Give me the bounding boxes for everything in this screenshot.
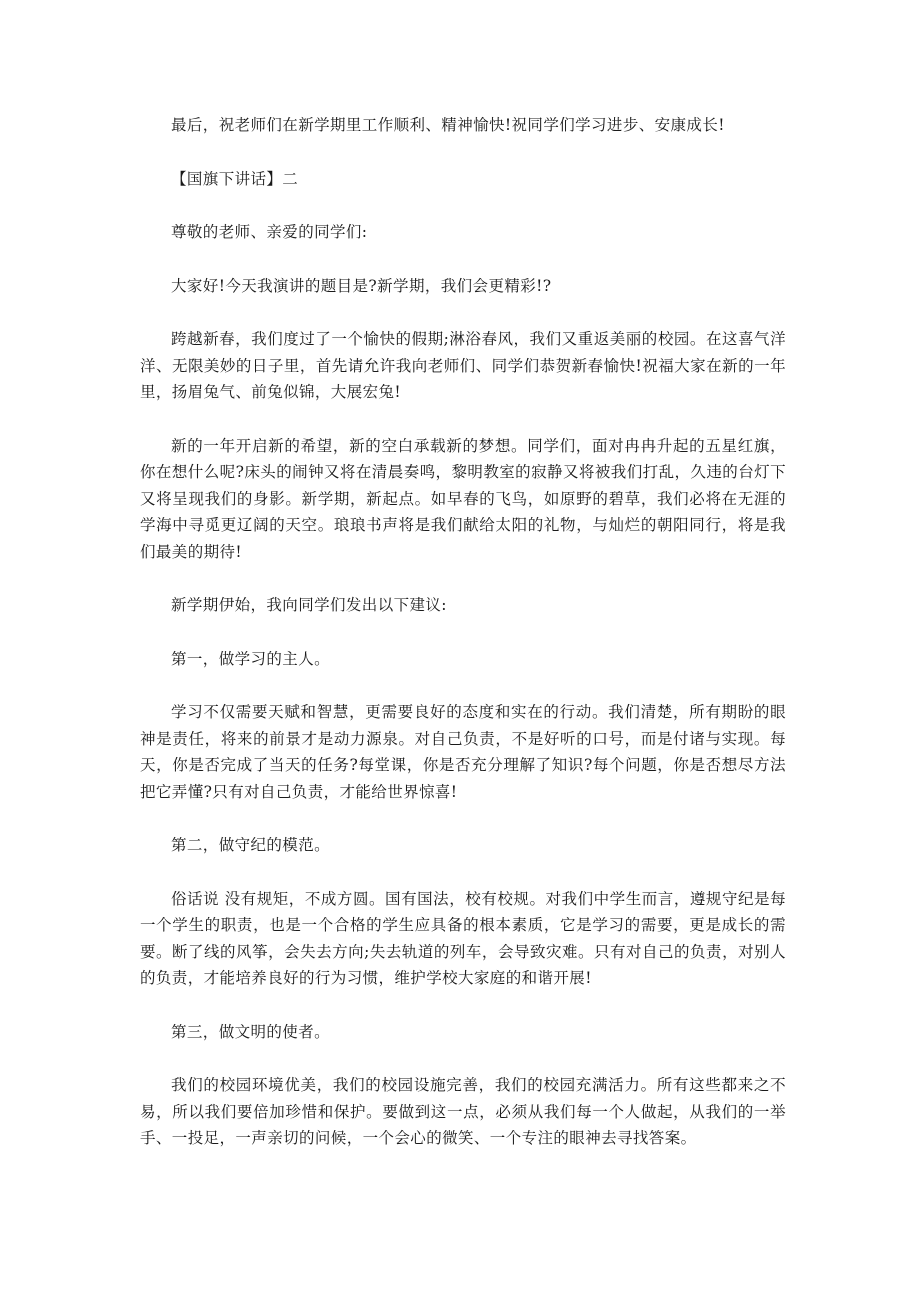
suggestion-three-body: 我们的校园环境优美，我们的校园设施完善，我们的校园充满活力。所有这些都来之不易，所以我们要倍加珍惜和保护。要做到这一点，必须从我们每一个人做起，从我们的一举手、一投足，一声亲切的问候，一个会心的微笑、一个专注的眼神去寻找答案。 [140, 1076, 786, 1147]
suggestion-two-heading: 第二，做守纪的模范。 [171, 836, 331, 854]
suggestion-two-body: 俗话说 没有规矩，不成方圆。国有国法，校有校规。对我们中学生而言，遵规守纪是每一个学生的职责，也是一个合格的学生应具备的根本素质，它是学习的需要，更是成长的需要。断了线的风筝，会失去方向;失去轨道的列车，会导致灾难。只有对自己的负责，对别人的负责，才能培养良好的行为习惯，维护学校大家庭的和谐开展! [140, 889, 786, 987]
suggestions-intro: 新学期伊始，我向同学们发出以下建议: [171, 596, 447, 614]
suggestion-three-heading: 第三，做文明的使者。 [171, 1022, 331, 1041]
new-spring-paragraph: 跨越新春，我们度过了一个愉快的假期;淋浴春风，我们又重返美丽的校园。在这喜气洋洋、无限美妙的日子里，首先请允许我向老师们、同学们恭贺新春愉快!祝福大家在新的一年里，扬眉兔气、前兔似锦，大展宏兔! [140, 330, 786, 401]
speech-title: 【国旗下讲话】二 [171, 169, 299, 188]
suggestion-one-heading: 第一，做学习的主人。 [171, 649, 331, 668]
new-year-hope-paragraph: 新的一年开启新的希望，新的空白承载新的梦想。同学们，面对冉冉升起的五星红旗，你在想什么呢?床头的闹钟又将在清晨奏鸣，黎明教室的寂静又将被我们打乱，久违的台灯下又将呈现我们的身影。新学期，新起点。如早春的飞鸟，如原野的碧草，我们必将在无涯的学海中寻觅更辽阔的天空。琅琅书声将是我们献给太阳的礼物，与灿烂的朝阳同行，将是我们最美的期待! [140, 436, 786, 561]
document-body [140, 112, 786, 1179]
closing-wishes-paragraph: 最后，祝老师们在新学期里工作顺利、精神愉快!祝同学们学习进步、安康成长! [171, 116, 725, 134]
suggestion-one-body: 学习不仅需要天赋和智慧，更需要良好的态度和实在的行动。我们清楚，所有期盼的眼神是责任，将来的前景才是动力源泉。对自己负责，不是好听的口号，而是付诸与实现。每天，你是否完成了当天的任务?每堂课，你是否充分理解了知识?每个问题，你是否想尽方法把它弄懂?只有对自己负责，才能给世界惊喜! [140, 703, 786, 801]
salutation: 尊敬的老师、亲爱的同学们: [171, 223, 368, 241]
greeting-paragraph: 大家好!今天我演讲的题目是?新学期，我们会更精彩!? [171, 276, 552, 295]
